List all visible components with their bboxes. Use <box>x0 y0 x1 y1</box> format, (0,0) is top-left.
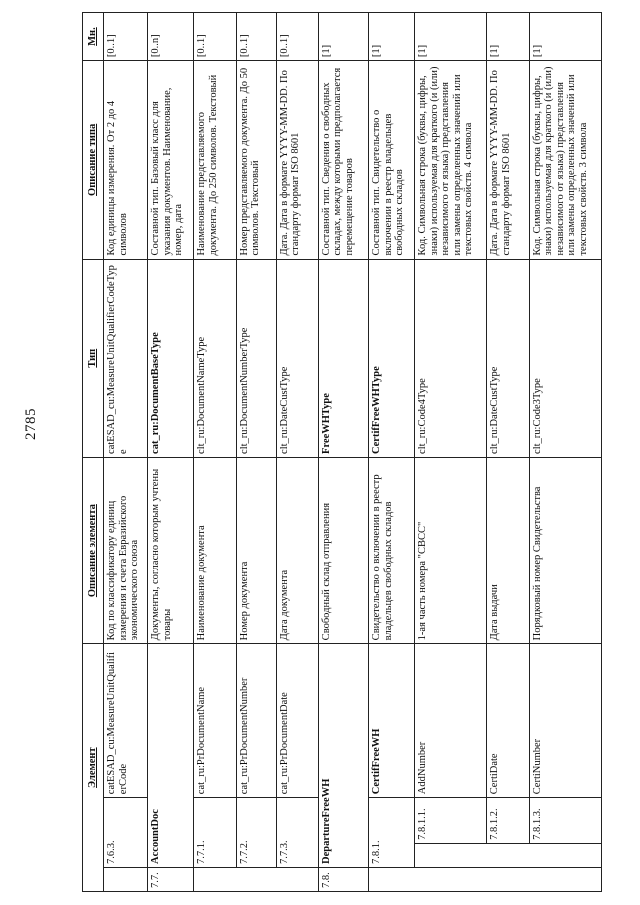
table-row <box>236 13 276 892</box>
multiplicity: [0..1] <box>236 13 276 61</box>
indent-cell <box>415 843 602 867</box>
multiplicity: [0..n] <box>148 13 194 61</box>
table-row <box>487 13 529 892</box>
header-type: Тип <box>83 259 104 457</box>
table-row <box>148 13 194 892</box>
type-description: Код единицы измерения. От 2 до 4 символов <box>104 61 148 259</box>
type-name: catESAD_cu:MeasureUnitQualifierCodeType <box>104 259 148 457</box>
multiplicity: [0..1] <box>276 13 318 61</box>
table-row <box>104 13 148 892</box>
type-description: Код. Символьная строка (буквы, цифры, знаки) используемая для краткого (и (или) независимого от языка) представления или замены определенных значений или текстовых свойств. 4 символа <box>415 61 487 259</box>
multiplicity: [1] <box>369 13 415 61</box>
element-name: cat_ru:PrDocumentDate <box>276 644 318 798</box>
row-number: 7.6.3. <box>104 798 148 868</box>
element-name: DepartureFreeWH <box>318 644 368 868</box>
row-number: 7.7. <box>148 867 194 891</box>
type-name: clt_ru:DateCustType <box>487 259 529 457</box>
table-row <box>529 13 601 892</box>
type-name: clt_ru:Code3Type <box>529 259 601 457</box>
page-number: 2785 <box>23 408 39 440</box>
header-element: Элемент <box>83 644 104 892</box>
element-description: Свободный склад отправления <box>318 457 368 643</box>
table-row <box>194 13 236 892</box>
type-name: FreeWHType <box>318 259 368 457</box>
table-header-row <box>83 13 104 892</box>
type-name: clt_ru:DocumentNumberType <box>236 259 276 457</box>
multiplicity: [0..1] <box>104 13 148 61</box>
table-row <box>318 13 368 892</box>
element-description: Дата выдачи <box>487 457 529 643</box>
element-description: Документы, согласно которым учтены товары <box>148 457 194 643</box>
element-description: Номер документа <box>236 457 276 643</box>
element-name: CertiDate <box>487 644 529 798</box>
row-number: 7.8.1.1. <box>415 798 487 844</box>
type-description: Составной тип. Базовый класс для указания документов. Наименование, номер, дата <box>148 61 194 259</box>
element-description: Код по классификатору единиц измерения и счета Евразийского экономического союза <box>104 457 148 643</box>
element-name: cat_ru:PrDocumentName <box>194 644 236 798</box>
row-number: 7.8.1.3. <box>529 798 601 844</box>
row-number: 7.8. <box>318 867 368 891</box>
type-description: Дата. Дата в формате YYYY-MM-DD. По стандарту формат ISO 8601 <box>276 61 318 259</box>
table-row <box>276 13 318 892</box>
multiplicity: [1] <box>415 13 487 61</box>
type-description: Составной тип. Свидетельство о включении в реестр владельцев свободных складов <box>369 61 415 259</box>
row-number: 7.7.3. <box>276 798 318 868</box>
element-name: CertifFreeWH <box>369 644 415 798</box>
multiplicity: [0..1] <box>194 13 236 61</box>
element-name: CertiNumber <box>529 644 601 798</box>
element-description: Порядковый номер Свидетельства <box>529 457 601 643</box>
type-description: Код. Символьная строка (буквы, цифры, знаки) используемая для краткого (и (или) независимого от языка) представления или замены определенных значений или текстовых свойств. 3 символа <box>529 61 601 259</box>
table-row <box>369 13 415 892</box>
type-name: CertifFreeWHType <box>369 259 415 457</box>
table-row <box>415 13 487 892</box>
indent-cell <box>104 867 148 891</box>
element-name: catESAD_cu:MeasureUnitQualifierCode <box>104 644 148 798</box>
indent-cell <box>194 867 318 891</box>
row-number: 7.8.1. <box>369 798 415 868</box>
multiplicity: [1] <box>318 13 368 61</box>
header-type-description: Описание типа <box>83 61 104 259</box>
type-name: clt_ru:Code4Type <box>415 259 487 457</box>
type-description: Наименование представляемого документа. До 250 символов. Текстовый <box>194 61 236 259</box>
row-number: 7.7.1. <box>194 798 236 868</box>
header-multiplicity: Мн. <box>83 13 104 61</box>
type-description: Номер представляемого документа. До 50 символов. Текстовый <box>236 61 276 259</box>
type-description: Составной тип. Сведения о свободных складах, между которыми предполагается перемещение товаров <box>318 61 368 259</box>
header-element-description: Описание элемента <box>83 457 104 643</box>
row-number: 7.7.2. <box>236 798 276 868</box>
rotated-table-container <box>82 12 602 892</box>
indent-cell <box>369 867 602 891</box>
type-description: Дата. Дата в формате YYYY-MM-DD. По стандарту формат ISO 8601 <box>487 61 529 259</box>
type-name: clt_ru:DocumentNameType <box>194 259 236 457</box>
multiplicity: [1] <box>529 13 601 61</box>
element-description: Дата документа <box>276 457 318 643</box>
type-name: clt_ru:DateCustType <box>276 259 318 457</box>
element-name: AccountDoc <box>148 644 194 868</box>
row-number: 7.8.1.2. <box>487 798 529 844</box>
element-name: cat_ru:PrDocumentNumber <box>236 644 276 798</box>
multiplicity: [1] <box>487 13 529 61</box>
element-description: Наименование документа <box>194 457 236 643</box>
type-name: cat_ru:DocumentBaseType <box>148 259 194 457</box>
element-description: 1-ая часть номера "СВСС" <box>415 457 487 643</box>
element-name: AddNumber <box>415 644 487 798</box>
schema-table <box>82 12 602 892</box>
element-description: Свидетельство о включении в реестр владельцев свободных складов <box>369 457 415 643</box>
